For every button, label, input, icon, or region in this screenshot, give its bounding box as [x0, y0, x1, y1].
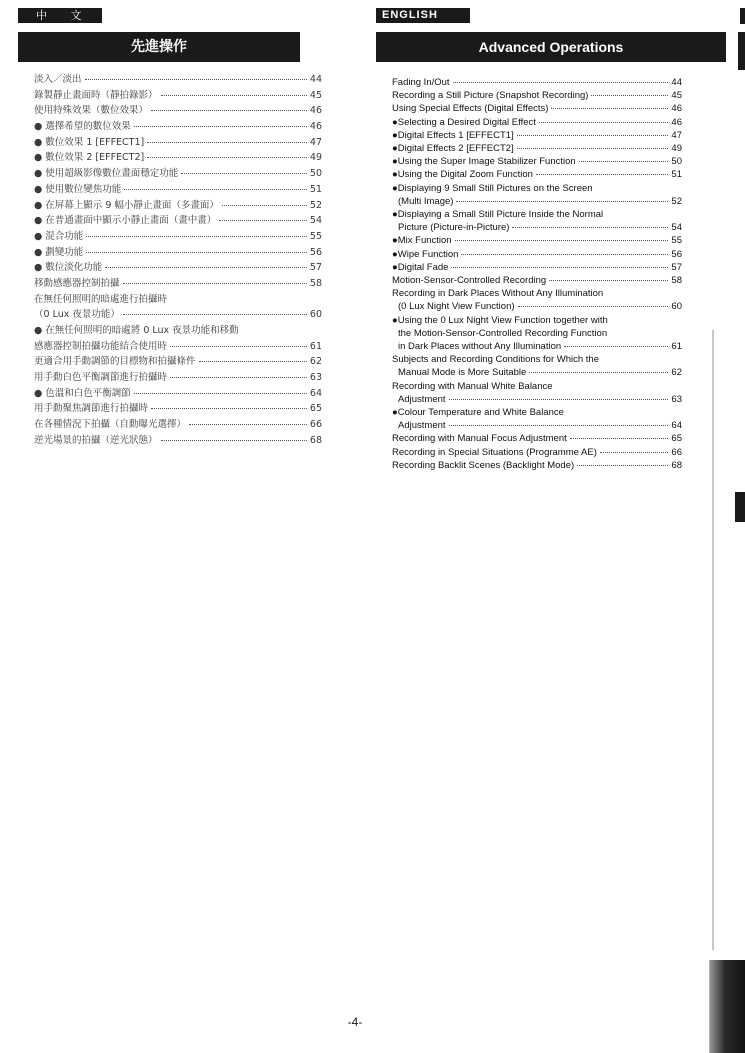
toc-entry: [392, 274, 682, 287]
toc-entry-page: 45: [309, 89, 322, 101]
toc-entry-page: 68: [309, 434, 322, 446]
toc-entry-page: 45: [671, 90, 682, 102]
dot-leader: [86, 236, 307, 237]
toc-entry-title-line: ●Displaying 9 Small Still Pictures on the Screen: [392, 182, 593, 194]
toc-entry: [34, 417, 322, 433]
toc-entry: [392, 314, 682, 354]
toc-entry-title: ● 色溫和白色平衡調節: [34, 387, 131, 399]
toc-entry: [34, 354, 322, 370]
toc-entry-page: 49: [671, 143, 682, 155]
dot-leader: [539, 122, 669, 123]
toc-entry-title-line: ●Using the 0 Lux Night View Function together with: [392, 314, 608, 326]
toc-entry-page: 56: [671, 248, 682, 260]
toc-entry-page: 56: [309, 246, 322, 258]
dot-leader: [123, 314, 307, 315]
toc-entry-title: (0 Lux Night View Function): [398, 301, 515, 313]
toc-entry: [392, 208, 682, 234]
toc-entry-page: 61: [671, 341, 682, 353]
dot-leader: [134, 126, 307, 127]
toc-entry-title: （0 Lux 夜景功能）: [34, 309, 120, 321]
toc-entry-title: ●Using the Super Image Stabilizer Function: [392, 156, 576, 168]
toc-entry-title: 用手動聚焦調節進行拍攝時: [34, 403, 149, 415]
toc-entry-page: 52: [671, 195, 682, 207]
toc-entry: [34, 198, 322, 214]
toc-entry-page: 57: [309, 262, 322, 274]
dot-leader: [170, 346, 307, 347]
dot-leader: [564, 346, 668, 347]
toc-entry-title: ● 劃變功能: [34, 246, 84, 258]
toc-entry-title: in Dark Places without Any Illumination: [398, 341, 562, 353]
toc-entry-page: 44: [309, 74, 322, 85]
toc-entry-page: 57: [671, 261, 682, 273]
dot-leader: [147, 157, 307, 158]
toc-entry-page: 55: [309, 230, 322, 242]
toc-entry: [392, 89, 682, 102]
toc-entry-title: (Multi Image): [398, 195, 454, 207]
toc-entry-page: 51: [309, 183, 322, 195]
toc-entry: [392, 102, 682, 115]
toc-entry-page: 50: [309, 168, 322, 180]
toc-entry-page: 47: [671, 129, 682, 141]
toc-entry: [392, 116, 682, 129]
dot-leader: [85, 79, 307, 80]
toc-entry-title: ●Digital Fade: [392, 261, 449, 273]
toc-entry-title-line: Subjects and Recording Conditions for Which the: [392, 354, 600, 366]
toc-entry-title: ● 混合功能: [34, 230, 84, 242]
english-section-heading: Advanced Operations: [376, 32, 726, 62]
dot-leader: [549, 280, 668, 281]
toc-entry-title: Manual Mode is More Suitable: [398, 367, 527, 379]
toc-entry-page: 46: [309, 121, 322, 133]
dot-leader: [449, 425, 669, 426]
toc-entry: [392, 261, 682, 274]
dot-leader: [189, 424, 307, 425]
toc-entry-title: ● 數位效果 2 [EFFECT2]: [34, 152, 145, 164]
dot-leader: [170, 377, 307, 378]
toc-entry: [34, 401, 322, 417]
toc-entry-title: ●Using the Digital Zoom Function: [392, 169, 533, 181]
toc-entry-page: 44: [671, 77, 682, 88]
dot-leader: [551, 108, 668, 109]
dot-leader: [570, 438, 669, 439]
toc-entry-title: Motion-Sensor-Controlled Recording: [392, 275, 547, 287]
toc-entry-title: Adjustment: [398, 393, 446, 405]
toc-entry-page: 66: [671, 446, 682, 458]
dot-leader: [456, 201, 668, 202]
toc-entry-page: 62: [309, 356, 322, 368]
toc-entry-title: ●Digital Effects 1 [EFFECT1]: [392, 129, 514, 141]
toc-entry: [34, 276, 322, 292]
toc-entry-title: 錄製靜止畫面時（靜拍錄影）: [34, 89, 158, 101]
dot-leader: [181, 173, 307, 174]
chinese-section-heading: 先進操作: [18, 32, 300, 62]
toc-entry-page: 62: [671, 367, 682, 379]
toc-entry-title: ● 使用數位變焦功能: [34, 183, 122, 195]
toc-entry-title: ● 在普通畫面中顯示小靜止畫面（畫中畫）: [34, 215, 217, 227]
toc-entry: [34, 323, 322, 339]
toc-entry-title: ●Wipe Function: [392, 248, 459, 260]
scan-edge-shadow: [700, 960, 745, 1053]
toc-entry-page: 46: [309, 105, 322, 117]
toc-entry: [34, 260, 322, 276]
toc-entry-title-line: Recording with Manual White Balance: [392, 380, 553, 392]
toc-entry-title: ● 數位效果 1 [EFFECT1]: [34, 136, 145, 148]
dot-leader: [579, 161, 669, 162]
toc-entry: [34, 103, 322, 119]
toc-entry: [392, 353, 682, 379]
toc-entry: [34, 292, 322, 308]
toc-entry-page: 46: [671, 103, 682, 115]
toc-entry: [34, 386, 322, 402]
toc-entry-page: 65: [309, 403, 322, 415]
toc-entry: [392, 76, 682, 89]
english-table-of-contents: [392, 76, 682, 472]
toc-entry-title-line: Recording in Dark Places Without Any Illumination: [392, 288, 604, 300]
toc-entry: [392, 380, 682, 406]
dot-leader: [147, 142, 307, 143]
dot-leader: [151, 408, 307, 409]
toc-entry: [392, 234, 682, 247]
dot-leader: [512, 227, 668, 228]
dot-leader: [151, 110, 307, 111]
toc-entry-title: ●Mix Function: [392, 235, 452, 247]
toc-entry-title-line: ●Displaying a Small Still Picture Inside the Normal: [392, 209, 604, 221]
toc-entry-title: ●Digital Effects 2 [EFFECT2]: [392, 143, 514, 155]
toc-entry: [34, 135, 322, 151]
toc-entry-page: 50: [671, 156, 682, 168]
toc-entry: [34, 182, 322, 198]
toc-entry-title: Fading In/Out: [392, 77, 450, 88]
dot-leader: [86, 252, 307, 253]
toc-entry-page: 49: [309, 152, 322, 164]
toc-entry: [392, 432, 682, 445]
toc-entry-page: 66: [309, 419, 322, 431]
toc-entry: [34, 370, 322, 386]
dot-leader: [453, 82, 669, 83]
dot-leader: [161, 95, 307, 96]
edge-tab-mark: [740, 8, 745, 24]
toc-entry: [34, 72, 322, 88]
dot-leader: [518, 306, 669, 307]
toc-entry-title: Recording Backlit Scenes (Backlight Mode): [392, 459, 575, 471]
toc-entry-title: 使用特殊效果（數位效果）: [34, 105, 149, 117]
dot-leader: [105, 267, 307, 268]
toc-entry: [392, 182, 682, 208]
toc-entry: [392, 459, 682, 472]
toc-entry-title: Picture (Picture-in-Picture): [398, 222, 510, 234]
toc-entry-page: 60: [309, 309, 322, 321]
dot-leader: [591, 95, 668, 96]
chinese-table-of-contents: [34, 72, 322, 449]
toc-entry: [34, 166, 322, 182]
toc-entry: [34, 339, 322, 355]
dot-leader: [529, 372, 668, 373]
toc-entry-page: 64: [671, 420, 682, 432]
toc-entry: [34, 150, 322, 166]
toc-entry-page: 46: [671, 116, 682, 128]
toc-entry-title-line: the Motion-Sensor-Controlled Recording Function: [398, 327, 608, 339]
toc-entry-title-line: ●Colour Temperature and White Balance: [392, 407, 564, 419]
toc-entry: [34, 433, 322, 449]
dot-leader: [461, 254, 668, 255]
toc-entry-page: 54: [309, 215, 322, 227]
dot-leader: [536, 174, 669, 175]
toc-entry-page: 63: [671, 393, 682, 405]
toc-entry-title: ● 數位淡化功能: [34, 262, 103, 274]
toc-entry-page: 63: [309, 372, 322, 384]
toc-entry: [34, 213, 322, 229]
toc-entry-page: 52: [309, 199, 322, 211]
dot-leader: [455, 240, 669, 241]
toc-entry-title: 更適合用手動調節的目標物和拍攝條件: [34, 356, 196, 368]
toc-entry: [34, 229, 322, 245]
english-language-tab: ENGLISH: [376, 8, 470, 23]
dot-leader: [517, 135, 669, 136]
edge-index-mark: [735, 492, 745, 522]
toc-entry: [392, 287, 682, 313]
toc-entry-page: 60: [671, 301, 682, 313]
dot-leader: [219, 220, 307, 221]
toc-entry: [34, 307, 322, 323]
toc-entry-title: 逆光場景的拍攝（逆光狀態）: [34, 434, 158, 446]
dot-leader: [161, 440, 307, 441]
dot-leader: [577, 465, 668, 466]
toc-entry-title: ● 選擇希望的數位效果: [34, 121, 131, 133]
dot-leader: [134, 393, 307, 394]
toc-entry-title: ● 在屏幕上顯示 9 幅小靜止畫面（多畫面）: [34, 199, 219, 211]
toc-entry-page: 64: [309, 387, 322, 399]
dot-leader: [123, 283, 307, 284]
dot-leader: [222, 205, 307, 206]
scan-fold-line: [712, 330, 714, 950]
toc-entry-page: 68: [671, 459, 682, 471]
toc-entry: [34, 88, 322, 104]
toc-entry-title: 用手動白色平衡調節進行拍攝時: [34, 372, 168, 384]
toc-entry-title: 在無任何照明的暗處進行拍攝時: [34, 293, 168, 305]
toc-entry-title: Using Special Effects (Digital Effects): [392, 103, 549, 115]
toc-entry: [392, 155, 682, 168]
toc-entry-title: Recording a Still Picture (Snapshot Recording): [392, 90, 589, 102]
chinese-language-tab: 中 文: [18, 8, 102, 23]
toc-entry-title: 在各種情況下拍攝（自動曝光選擇）: [34, 419, 187, 431]
toc-entry-title: Adjustment: [398, 420, 446, 432]
toc-entry-page: 58: [671, 275, 682, 287]
toc-entry-page: 51: [671, 169, 682, 181]
toc-entry-page: 54: [671, 222, 682, 234]
toc-entry: [392, 142, 682, 155]
toc-entry-page: 47: [309, 136, 322, 148]
dot-leader: [124, 189, 307, 190]
dot-leader: [600, 452, 669, 453]
dot-leader: [449, 399, 669, 400]
edge-tab-mark: [738, 32, 745, 70]
toc-entry-page: 61: [309, 340, 322, 352]
toc-entry: [392, 406, 682, 432]
toc-entry-title: Recording with Manual Focus Adjustment: [392, 433, 567, 445]
toc-entry-title: 移動感應器控制拍攝: [34, 277, 120, 289]
page-number: -4-: [347, 1015, 363, 1029]
dot-leader: [451, 267, 668, 268]
toc-entry-title: ● 使用超級影像數位畫面穩定功能: [34, 168, 179, 180]
toc-entry: [392, 446, 682, 459]
toc-entry-page: 55: [671, 235, 682, 247]
toc-entry: [392, 168, 682, 181]
toc-entry-title: ●Selecting a Desired Digital Effect: [392, 116, 536, 128]
dot-leader: [199, 361, 307, 362]
toc-entry: [34, 119, 322, 135]
toc-entry: [34, 245, 322, 261]
toc-entry: [392, 129, 682, 142]
toc-entry-title: 淡入／淡出: [34, 74, 82, 85]
toc-entry: [392, 248, 682, 261]
toc-entry-page: 58: [309, 277, 322, 289]
toc-entry-title: ● 在無任何照明的暗處將 0 Lux 夜景功能和移動: [34, 325, 239, 336]
dot-leader: [517, 148, 669, 149]
toc-entry-title: Recording in Special Situations (Programme AE): [392, 446, 597, 458]
toc-entry-title: 感應器控制拍攝功能結合使用時: [34, 340, 168, 352]
toc-entry-page: 65: [671, 433, 682, 445]
